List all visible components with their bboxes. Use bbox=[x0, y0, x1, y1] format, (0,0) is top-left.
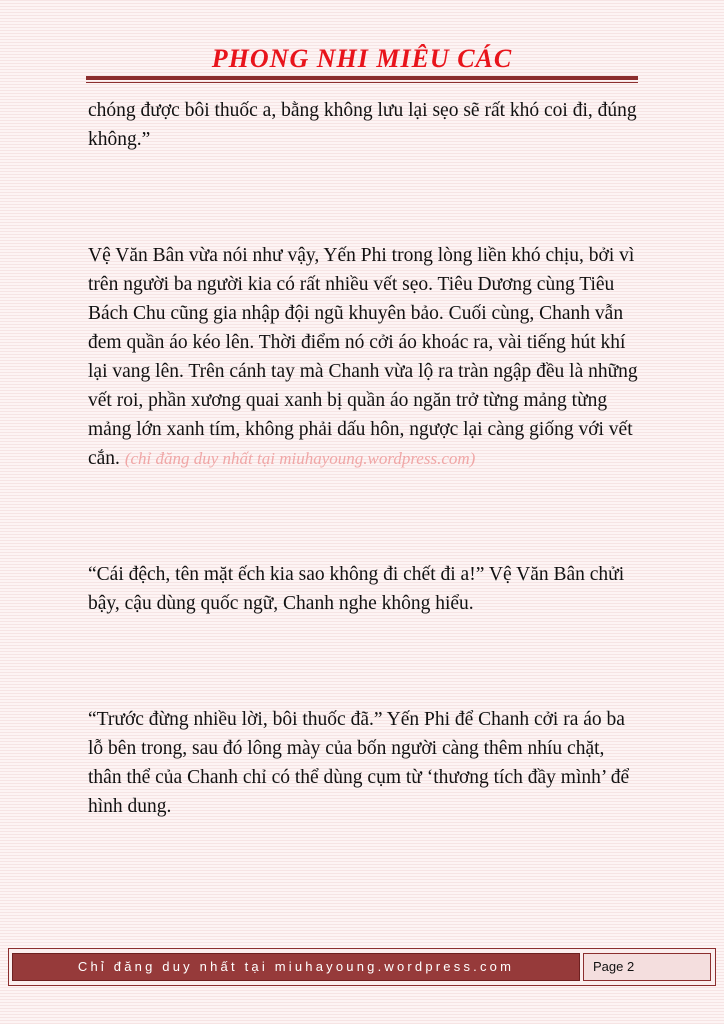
page-number: Page 2 bbox=[583, 953, 711, 981]
header-divider bbox=[86, 76, 638, 80]
paragraph-3: “Cái đệch, tên mặt ếch kia sao không đi chết đi a!” Vệ Văn Bân chửi bậy, cậu dùng quốc ngữ, Chanh nghe không hiểu. bbox=[88, 564, 625, 614]
watermark-note: (chỉ đăng duy nhất tại miuhayoung.wordpress.com) bbox=[124, 449, 476, 468]
page-header-title: PHONG NHI MIÊU CÁC bbox=[211, 44, 513, 73]
paragraph-2 bbox=[88, 241, 640, 473]
footer-notice: Chỉ đăng duy nhất tại miuhayoung.wordpress.com bbox=[12, 953, 580, 981]
document-body bbox=[88, 96, 640, 821]
paragraph-spacer bbox=[88, 154, 640, 241]
paragraph-1: chóng được bôi thuốc a, bằng không lưu lại sẹo sẽ rất khó coi đi, đúng không.” bbox=[88, 100, 637, 150]
header-divider-thin bbox=[86, 82, 638, 83]
paragraph-2-text: Vệ Văn Bân vừa nói như vậy, Yến Phi trong lòng liền khó chịu, bởi vì trên người ba người kia có rất nhiều vết sẹo. Tiêu Dương cùng Tiêu Bách Chu cũng gia nhập đội ngũ khuyên bảo. Cuối cùng, Chanh vẫn đem quần áo kéo lên. Thời điểm nó cởi áo khoác ra, vài tiếng hút khí lại vang lên. Trên cánh tay mà Chanh vừa lộ ra tràn ngập đều là những vết roi, phần xương quai xanh bị quần áo ngăn trở từng mảng từng mảng lớn xanh tím, không phải dấu hôn, ngược lại càng giống với vết cắn. bbox=[88, 245, 638, 469]
paragraph-spacer bbox=[88, 618, 640, 705]
paragraph-4: “Trước đừng nhiều lời, bôi thuốc đã.” Yến Phi để Chanh cởi ra áo ba lỗ bên trong, sau đó lông mày của bốn người càng thêm nhíu chặt, thân thể của Chanh chỉ có thể dùng cụm từ ‘thương tích đầy mình’ để hình dung. bbox=[88, 709, 630, 817]
paragraph-spacer bbox=[88, 473, 640, 560]
